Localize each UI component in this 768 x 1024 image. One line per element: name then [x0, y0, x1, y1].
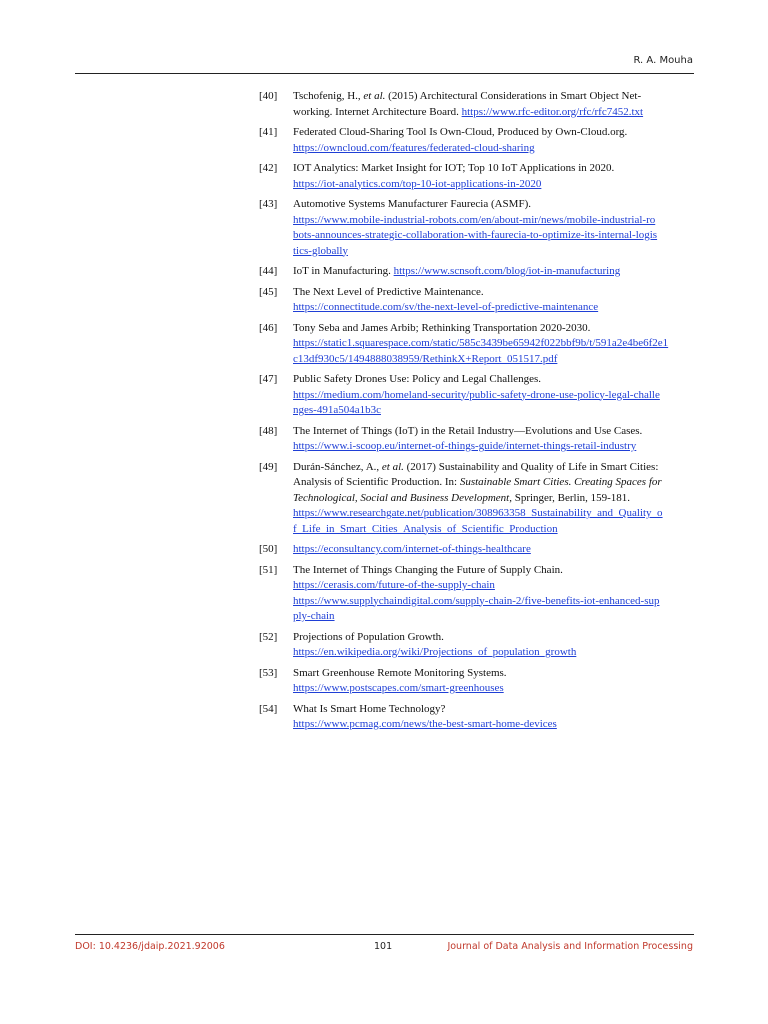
reference-number: [45] [259, 285, 278, 298]
reference-link[interactable]: https://static1.squarespace.com/static/585c3439be65942f022bbf9b/t/591a2e4be6f2e1 [293, 337, 669, 349]
reference-link[interactable]: tics-globally [293, 244, 348, 257]
reference-number: [53] [259, 666, 278, 679]
reference-item [259, 460, 695, 538]
reference-link[interactable]: https://www.researchgate.net/publication/308963358_Sustainability_and_Quality_o [293, 507, 663, 519]
reference-plain-text: IOT Analytics: Market Insight for IOT; Top 10 IoT Applications in 2020. [293, 162, 615, 174]
reference-item [259, 285, 695, 316]
reference-line [293, 264, 695, 280]
reference-text [293, 89, 695, 120]
reference-link[interactable]: https://en.wikipedia.org/wiki/Projections_of_population_growth [293, 646, 577, 658]
reference-number: [40] [259, 90, 278, 102]
reference-item [259, 125, 695, 156]
reference-line [293, 542, 695, 558]
reference-link[interactable]: https://cerasis.com/future-of-the-supply-chain [293, 579, 495, 591]
footer-journal-name: Journal of Data Analysis and Information Processing [447, 941, 693, 952]
reference-link[interactable]: bots-announces-strategic-collaboration-with-faurecia-to-optimize-its-internal-logis [293, 229, 658, 241]
reference-italic-text: Sustainable Smart Cities. Creating Spaces for [459, 476, 662, 488]
reference-number: [50] [259, 543, 278, 555]
reference-line [293, 336, 695, 352]
reference-plain-text: Tony Seba and James Arbib; Rethinking Transportation 2020-2030. [293, 321, 591, 334]
reference-number: [52] [259, 630, 278, 643]
reference-line [293, 702, 695, 718]
reference-line [293, 161, 695, 177]
reference-plain-text: (2017) Sustainability and Quality of Life in Smart Cities: [403, 460, 659, 473]
reference-line [293, 125, 695, 141]
reference-item [259, 264, 695, 280]
reference-plain-text: working. Internet Architecture Board. [293, 105, 462, 118]
footer-doi: DOI: 10.4236/jdaip.2021.92006 [75, 941, 225, 952]
reference-link[interactable]: https://www.rfc-editor.org/rfc/rfc7452.txt [461, 105, 644, 118]
reference-link[interactable]: https://www.mobile-industrial-robots.com/en/about-mir/news/mobile-industrial-ro [293, 213, 656, 226]
reference-line [293, 244, 695, 260]
reference-list [259, 89, 695, 738]
reference-number: [54] [259, 702, 278, 715]
reference-italic-text: et al. [363, 90, 386, 102]
reference-text [293, 563, 695, 625]
reference-line [293, 388, 695, 404]
reference-line [293, 506, 695, 522]
reference-line [293, 89, 695, 105]
reference-link[interactable]: https://www.postscapes.com/smart-greenhouses [293, 682, 504, 694]
reference-plain-text: Projections of Population Growth. [293, 630, 444, 643]
reference-item [259, 161, 695, 192]
reference-line [293, 197, 695, 213]
reference-line [293, 439, 695, 455]
reference-text [293, 161, 695, 192]
reference-text [293, 372, 695, 419]
reference-item [259, 89, 695, 120]
reference-plain-text: What Is Smart Home Technology? [293, 702, 446, 715]
reference-number: [44] [259, 265, 278, 277]
reference-line [293, 491, 695, 507]
reference-line [293, 352, 695, 368]
reference-link[interactable]: f_Life_in_Smart_Cities_Analysis_of_Scientific_Production [293, 522, 558, 535]
reference-plain-text: (2015) Architectural Considerations in Smart Object Net- [385, 90, 642, 102]
reference-item [259, 542, 695, 558]
reference-line [293, 177, 695, 193]
reference-line [293, 645, 695, 661]
reference-line [293, 424, 695, 440]
reference-plain-text: IoT in Manufacturing. [293, 265, 394, 277]
reference-item [259, 424, 695, 455]
reference-line [293, 717, 695, 733]
reference-plain-text: , Springer, Berlin, 159-181. [509, 491, 631, 504]
reference-line [293, 228, 695, 244]
reference-link[interactable]: https://connectitude.com/sv/the-next-level-of-predictive-maintenance [293, 301, 599, 313]
reference-plain-text: Tschofenig, H., [293, 90, 364, 102]
header-rule [75, 73, 694, 74]
reference-plain-text: Federated Cloud-Sharing Tool Is Own-Cloud, Produced by Own-Cloud.org. [293, 126, 628, 138]
reference-line [293, 105, 695, 121]
reference-line [293, 594, 695, 610]
reference-link[interactable]: https://www.i-scoop.eu/internet-of-things-guide/internet-things-retail-industry [293, 440, 637, 452]
reference-item [259, 630, 695, 661]
reference-number: [41] [259, 126, 278, 138]
reference-number: [51] [259, 563, 278, 576]
reference-line [293, 630, 695, 646]
reference-item [259, 563, 695, 625]
reference-text [293, 424, 695, 455]
reference-line [293, 460, 695, 476]
reference-item [259, 372, 695, 419]
reference-line [293, 141, 695, 157]
reference-plain-text: Analysis of Scientific Production. In: [293, 476, 460, 488]
reference-item [259, 666, 695, 697]
reference-link[interactable]: https://econsultancy.com/internet-of-things-healthcare [293, 543, 531, 555]
reference-text [293, 666, 695, 697]
reference-link[interactable]: https://iot-analytics.com/top-10-iot-applications-in-2020 [293, 177, 542, 190]
reference-link[interactable]: c13df930c5/1494888038959/RethinkX+Report_051517.pdf [293, 352, 558, 365]
reference-text [293, 630, 695, 661]
reference-number: [49] [259, 460, 278, 473]
reference-text [293, 264, 695, 280]
reference-item [259, 702, 695, 733]
reference-italic-text: et al. [381, 460, 404, 473]
reference-text [293, 542, 695, 558]
reference-italic-text: Technological, Social and Business Development [293, 491, 510, 504]
reference-line [293, 475, 695, 491]
reference-item [259, 321, 695, 368]
reference-line [293, 300, 695, 316]
reference-link[interactable]: https://www.pcmag.com/news/the-best-smart-home-devices [293, 718, 557, 730]
reference-plain-text: The Next Level of Predictive Maintenance. [293, 285, 484, 298]
reference-plain-text: The Internet of Things Changing the Future of Supply Chain. [293, 563, 563, 576]
reference-plain-text: Durán-Sánchez, A., [293, 460, 382, 473]
reference-link[interactable]: https://owncloud.com/features/federated-cloud-sharing [293, 141, 535, 154]
reference-text [293, 197, 695, 259]
reference-line [293, 213, 695, 229]
reference-text [293, 125, 695, 156]
reference-link[interactable]: nges-491a504a1b3c [293, 404, 381, 416]
reference-link[interactable]: https://medium.com/homeland-security/public-safety-drone-use-policy-legal-challe [293, 388, 660, 401]
reference-number: [43] [259, 198, 278, 210]
page-number: 101 [374, 941, 393, 952]
reference-number: [42] [259, 162, 278, 174]
reference-plain-text: Public Safety Drones Use: Policy and Legal Challenges. [293, 373, 542, 385]
reference-line [293, 578, 695, 594]
reference-text [293, 285, 695, 316]
footer-rule [75, 934, 694, 935]
reference-line [293, 321, 695, 337]
reference-plain-text: Automotive Systems Manufacturer Faurecia (ASMF). [293, 198, 531, 210]
reference-number: [46] [259, 321, 278, 334]
reference-line [293, 666, 695, 682]
reference-number: [47] [259, 373, 278, 385]
reference-link[interactable]: https://www.supplychaindigital.com/supply-chain-2/five-benefits-iot-enhanced-sup [293, 594, 660, 607]
reference-plain-text: Smart Greenhouse Remote Monitoring Systems. [293, 666, 507, 679]
reference-item [259, 197, 695, 259]
reference-link[interactable]: https://www.scnsoft.com/blog/iot-in-manufacturing [393, 265, 621, 277]
reference-line [293, 372, 695, 388]
reference-line [293, 403, 695, 419]
reference-plain-text: The Internet of Things (IoT) in the Retail Industry—Evolutions and Use Cases. [293, 424, 643, 437]
reference-line [293, 522, 695, 538]
reference-text [293, 460, 695, 538]
reference-line [293, 609, 695, 625]
reference-line [293, 681, 695, 697]
reference-text [293, 321, 695, 368]
reference-line [293, 285, 695, 301]
reference-text [293, 702, 695, 733]
reference-line [293, 563, 695, 579]
reference-link[interactable]: ply-chain [293, 610, 335, 622]
header-author: R. A. Mouha [633, 55, 693, 66]
reference-number: [48] [259, 424, 278, 437]
